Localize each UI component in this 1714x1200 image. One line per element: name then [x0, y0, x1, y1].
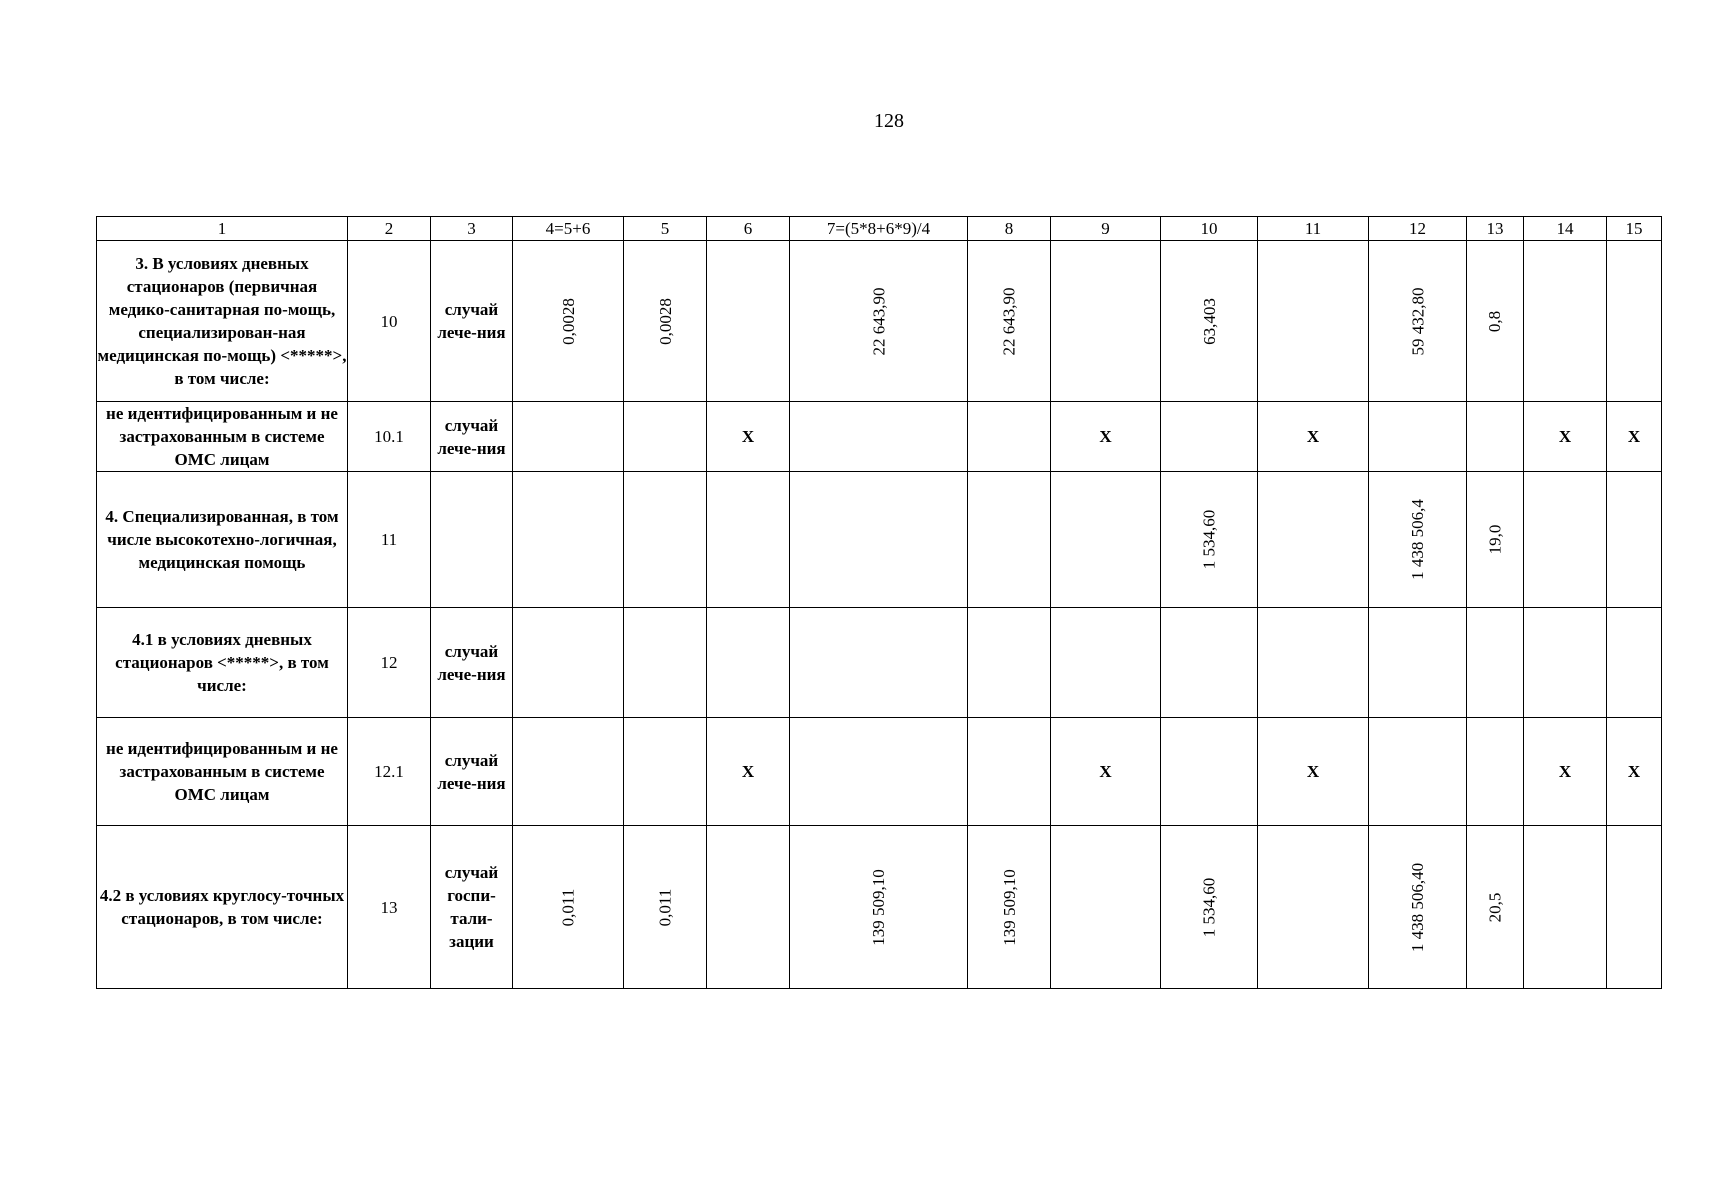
- cell-col9: X: [1051, 718, 1161, 826]
- cell-col12: [1369, 826, 1467, 989]
- cell-col8: [968, 718, 1051, 826]
- cell-value: 0,8: [1485, 310, 1505, 332]
- cell-col4: [513, 718, 624, 826]
- cell-col14: [1524, 826, 1607, 989]
- cell-col11: [1258, 472, 1369, 608]
- cell-col6: [707, 241, 790, 402]
- cell-col9: [1051, 608, 1161, 718]
- cell-col10: [1161, 402, 1258, 472]
- cell-value: 0,011: [655, 888, 675, 926]
- row-code: 10.1: [348, 402, 431, 472]
- header-cell: 12: [1369, 217, 1467, 241]
- cell-col11: X: [1258, 402, 1369, 472]
- cell-col13: [1467, 718, 1524, 826]
- cell-col7: [790, 826, 968, 989]
- cell-col13: [1467, 608, 1524, 718]
- cell-col9: X: [1051, 402, 1161, 472]
- cell-col12: [1369, 241, 1467, 402]
- cell-value: 1 438 506,40: [1408, 862, 1427, 952]
- cell-col5: [624, 608, 707, 718]
- row-description: 4. Специализированная, в том числе высокотехно-логичная, медицинская помощь: [97, 472, 348, 608]
- table-row: [97, 608, 1662, 718]
- row-unit: случай лече-ния: [431, 718, 513, 826]
- row-code: 12: [348, 608, 431, 718]
- header-cell: 3: [431, 217, 513, 241]
- table-row: [97, 826, 1662, 989]
- cell-value: 1 438 506,4: [1408, 499, 1427, 580]
- cell-col14: [1524, 608, 1607, 718]
- row-code: 11: [348, 472, 431, 608]
- cell-col5: [624, 241, 707, 402]
- cell-col4: [513, 241, 624, 402]
- cell-col15: [1607, 241, 1662, 402]
- cell-col15: X: [1607, 718, 1662, 826]
- cell-col8: [968, 826, 1051, 989]
- header-cell: 11: [1258, 217, 1369, 241]
- cell-col15: [1607, 826, 1662, 989]
- row-description: 3. В условиях дневных стационаров (первичная медико-санитарная по-мощь, специализирован-ная медицинская по-мощь) <*****>, в том числе:: [97, 241, 348, 402]
- cell-value: 22 643,90: [999, 287, 1019, 355]
- cell-col9: [1051, 826, 1161, 989]
- cell-col8: [968, 402, 1051, 472]
- cell-col14: [1524, 472, 1607, 608]
- cell-col5: [624, 402, 707, 472]
- cell-col5: [624, 826, 707, 989]
- cell-col4: [513, 472, 624, 608]
- cell-value: 59 432,80: [1408, 287, 1427, 355]
- cell-col11: X: [1258, 718, 1369, 826]
- cell-col15: [1607, 608, 1662, 718]
- cell-value: 0,0028: [558, 297, 578, 345]
- cell-col10: [1161, 472, 1258, 608]
- cell-col13: [1467, 472, 1524, 608]
- cell-col4: [513, 402, 624, 472]
- cell-col15: [1607, 472, 1662, 608]
- row-description: 4.1 в условиях дневных стационаров <*****>, в том числе:: [97, 608, 348, 718]
- cell-col14: X: [1524, 718, 1607, 826]
- header-row: [97, 217, 1662, 241]
- cell-col8: [968, 608, 1051, 718]
- header-cell: 5: [624, 217, 707, 241]
- cell-col10: [1161, 826, 1258, 989]
- cell-value: 20,5: [1485, 892, 1505, 922]
- cell-col10: [1161, 608, 1258, 718]
- header-cell: 14: [1524, 217, 1607, 241]
- header-cell: 13: [1467, 217, 1524, 241]
- row-code: 10: [348, 241, 431, 402]
- cell-col12: [1369, 472, 1467, 608]
- cell-col6: [707, 472, 790, 608]
- row-code: 13: [348, 826, 431, 989]
- cell-col6: X: [707, 402, 790, 472]
- cell-col5: [624, 472, 707, 608]
- cell-col5: [624, 718, 707, 826]
- header-cell: 4=5+6: [513, 217, 624, 241]
- header-cell: 15: [1607, 217, 1662, 241]
- cell-value: 1 534,60: [1199, 877, 1219, 937]
- cell-value: 1 534,60: [1199, 509, 1219, 570]
- cell-col11: [1258, 826, 1369, 989]
- cell-col10: [1161, 718, 1258, 826]
- cell-col10: [1161, 241, 1258, 402]
- row-description: не идентифицированным и не застрахованным в системе ОМС лицам: [97, 718, 348, 826]
- header-cell: 9: [1051, 217, 1161, 241]
- row-description: не идентифицированным и не застрахованным в системе ОМС лицам: [97, 402, 348, 472]
- cell-col11: [1258, 608, 1369, 718]
- cell-col9: [1051, 241, 1161, 402]
- table-row: [97, 241, 1662, 402]
- cell-col8: [968, 241, 1051, 402]
- cell-col9: [1051, 472, 1161, 608]
- cell-col4: [513, 826, 624, 989]
- cell-col8: [968, 472, 1051, 608]
- table-row: [97, 402, 1662, 472]
- cell-col6: [707, 608, 790, 718]
- cell-col4: [513, 608, 624, 718]
- cell-value: 139 509,10: [999, 868, 1019, 946]
- cell-col14: [1524, 241, 1607, 402]
- cell-value: 22 643,90: [869, 287, 888, 355]
- cell-col13: [1467, 826, 1524, 989]
- cell-col13: [1467, 241, 1524, 402]
- row-unit: случай лече-ния: [431, 241, 513, 402]
- header-cell: 7=(5*8+6*9)/4: [790, 217, 968, 241]
- cell-col11: [1258, 241, 1369, 402]
- cell-col13: [1467, 402, 1524, 472]
- cell-col15: X: [1607, 402, 1662, 472]
- cell-value: 139 509,10: [869, 868, 888, 946]
- cell-col7: [790, 608, 968, 718]
- data-table: [96, 216, 1662, 989]
- header-cell: 6: [707, 217, 790, 241]
- cell-col7: [790, 472, 968, 608]
- row-code: 12.1: [348, 718, 431, 826]
- cell-col14: X: [1524, 402, 1607, 472]
- cell-col12: [1369, 402, 1467, 472]
- cell-col7: [790, 402, 968, 472]
- header-cell: 2: [348, 217, 431, 241]
- row-description: 4.2 в условиях круглосу-точных стационаров, в том числе:: [97, 826, 348, 989]
- row-unit: случай лече-ния: [431, 402, 513, 472]
- row-unit: [431, 472, 513, 608]
- cell-col6: X: [707, 718, 790, 826]
- table-row: [97, 718, 1662, 826]
- cell-col7: [790, 718, 968, 826]
- header-cell: 10: [1161, 217, 1258, 241]
- cell-col12: [1369, 718, 1467, 826]
- cell-value: 19,0: [1485, 524, 1505, 555]
- cell-value: 0,011: [558, 888, 578, 926]
- cell-value: 0,0028: [655, 297, 675, 345]
- cell-col12: [1369, 608, 1467, 718]
- cell-value: 63,403: [1199, 297, 1219, 345]
- header-cell: 8: [968, 217, 1051, 241]
- header-cell: 1: [97, 217, 348, 241]
- page-number: 128: [874, 110, 904, 132]
- table-row: [97, 472, 1662, 608]
- row-unit: случай госпи-тали-зации: [431, 826, 513, 989]
- cell-col7: [790, 241, 968, 402]
- row-unit: случай лече-ния: [431, 608, 513, 718]
- cell-col6: [707, 826, 790, 989]
